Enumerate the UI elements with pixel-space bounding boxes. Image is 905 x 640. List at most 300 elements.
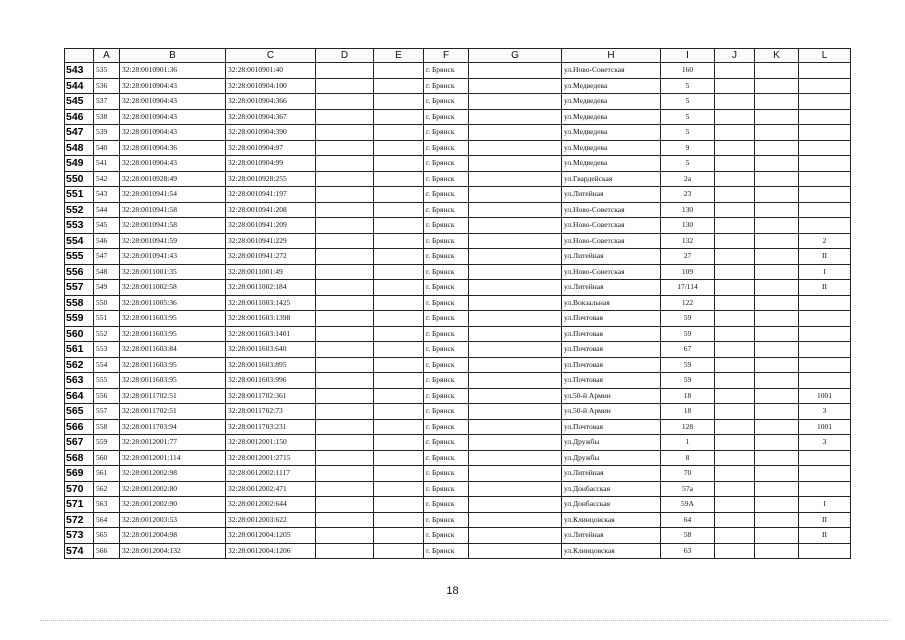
row-number[interactable]: 543 [65,63,94,79]
cell-g[interactable] [469,481,562,497]
cell-l[interactable]: 3 [799,435,851,451]
row-number[interactable]: 547 [65,125,94,141]
cell-a[interactable]: 549 [94,280,120,296]
cell-h[interactable]: ул.Клинцовская [562,543,661,559]
cell-a[interactable]: 550 [94,295,120,311]
cell-k[interactable] [755,404,799,420]
cell-i[interactable]: 5 [661,78,715,94]
cell-b[interactable]: 32:28:0011002:58 [120,280,226,296]
cell-c[interactable]: 32:28:0012004:1206 [226,543,316,559]
cell-d[interactable] [316,342,374,358]
cell-e[interactable] [374,63,424,79]
cell-k[interactable] [755,264,799,280]
column-header-b[interactable]: B [120,49,226,63]
cell-d[interactable] [316,311,374,327]
cell-b[interactable]: 32:28:0012001:77 [120,435,226,451]
cell-i[interactable]: 59 [661,326,715,342]
cell-i[interactable]: 63 [661,543,715,559]
cell-a[interactable]: 560 [94,450,120,466]
cell-i[interactable]: 23 [661,187,715,203]
cell-j[interactable] [715,528,755,544]
cell-i[interactable]: 109 [661,264,715,280]
cell-g[interactable] [469,357,562,373]
cell-g[interactable] [469,342,562,358]
cell-j[interactable] [715,435,755,451]
column-header-l[interactable]: L [799,49,851,63]
cell-k[interactable] [755,171,799,187]
cell-f[interactable]: г. Брянск [424,435,469,451]
row-number[interactable]: 556 [65,264,94,280]
cell-l[interactable]: II [799,528,851,544]
cell-c[interactable]: 32:28:0010904:390 [226,125,316,141]
cell-j[interactable] [715,373,755,389]
cell-e[interactable] [374,249,424,265]
cell-f[interactable]: г. Брянск [424,342,469,358]
cell-f[interactable]: г. Брянск [424,233,469,249]
cell-d[interactable] [316,109,374,125]
row-number[interactable]: 555 [65,249,94,265]
cell-i[interactable]: 58 [661,528,715,544]
cell-k[interactable] [755,342,799,358]
cell-h[interactable]: ул.Медведева [562,156,661,172]
cell-i[interactable]: 122 [661,295,715,311]
cell-d[interactable] [316,512,374,528]
cell-b[interactable]: 32:28:0011001:35 [120,264,226,280]
cell-g[interactable] [469,311,562,327]
cell-k[interactable] [755,419,799,435]
cell-b[interactable]: 32:28:0010901:36 [120,63,226,79]
row-number[interactable]: 552 [65,202,94,218]
row-number[interactable]: 554 [65,233,94,249]
row-number[interactable]: 560 [65,326,94,342]
cell-h[interactable]: ул.Ново-Советская [562,233,661,249]
row-number[interactable]: 568 [65,450,94,466]
cell-k[interactable] [755,63,799,79]
cell-g[interactable] [469,109,562,125]
cell-f[interactable]: г. Брянск [424,63,469,79]
cell-g[interactable] [469,388,562,404]
cell-j[interactable] [715,481,755,497]
cell-e[interactable] [374,311,424,327]
cell-a[interactable]: 561 [94,466,120,482]
cell-k[interactable] [755,109,799,125]
cell-g[interactable] [469,543,562,559]
cell-e[interactable] [374,233,424,249]
cell-i[interactable]: 2а [661,171,715,187]
cell-l[interactable]: 3 [799,404,851,420]
cell-i[interactable]: 5 [661,94,715,110]
cell-f[interactable]: г. Брянск [424,497,469,513]
cell-g[interactable] [469,249,562,265]
cell-h[interactable]: ул.Ново-Советская [562,63,661,79]
cell-k[interactable] [755,78,799,94]
cell-d[interactable] [316,249,374,265]
cell-g[interactable] [469,512,562,528]
cell-l[interactable]: II [799,249,851,265]
cell-k[interactable] [755,435,799,451]
cell-j[interactable] [715,94,755,110]
cell-l[interactable] [799,295,851,311]
row-number[interactable]: 545 [65,94,94,110]
cell-c[interactable]: 32:28:0011703:231 [226,419,316,435]
cell-j[interactable] [715,357,755,373]
cell-b[interactable]: 32:28:0010941:54 [120,187,226,203]
cell-a[interactable]: 535 [94,63,120,79]
cell-c[interactable]: 32:28:0010928:255 [226,171,316,187]
cell-d[interactable] [316,373,374,389]
cell-d[interactable] [316,187,374,203]
cell-b[interactable]: 32:28:0010904:43 [120,109,226,125]
cell-a[interactable]: 543 [94,187,120,203]
cell-f[interactable]: г. Брянск [424,78,469,94]
cell-c[interactable]: 32:28:0010904:366 [226,94,316,110]
cell-i[interactable]: 18 [661,404,715,420]
cell-b[interactable]: 32:28:0010941:58 [120,218,226,234]
cell-h[interactable]: ул.Литейная [562,280,661,296]
row-number[interactable]: 564 [65,388,94,404]
cell-a[interactable]: 539 [94,125,120,141]
row-number[interactable]: 551 [65,187,94,203]
cell-e[interactable] [374,528,424,544]
cell-c[interactable]: 32:28:0010904:367 [226,109,316,125]
row-number[interactable]: 571 [65,497,94,513]
cell-a[interactable]: 557 [94,404,120,420]
cell-f[interactable]: г. Брянск [424,280,469,296]
cell-j[interactable] [715,171,755,187]
cell-g[interactable] [469,202,562,218]
cell-l[interactable]: II [799,280,851,296]
cell-l[interactable] [799,202,851,218]
cell-b[interactable]: 32:28:0010904:43 [120,125,226,141]
cell-h[interactable]: ул.Донбасская [562,497,661,513]
cell-g[interactable] [469,435,562,451]
cell-d[interactable] [316,295,374,311]
cell-b[interactable]: 32:28:0011603:95 [120,373,226,389]
cell-c[interactable]: 32:28:0012001:150 [226,435,316,451]
cell-f[interactable]: г. Брянск [424,404,469,420]
cell-e[interactable] [374,512,424,528]
column-header-k[interactable]: K [755,49,799,63]
cell-h[interactable]: ул.Клинцовская [562,512,661,528]
cell-e[interactable] [374,404,424,420]
cell-e[interactable] [374,125,424,141]
cell-g[interactable] [469,63,562,79]
cell-k[interactable] [755,218,799,234]
cell-g[interactable] [469,497,562,513]
cell-b[interactable]: 32:28:0011702:51 [120,388,226,404]
cell-l[interactable] [799,342,851,358]
cell-l[interactable] [799,481,851,497]
cell-k[interactable] [755,202,799,218]
cell-b[interactable]: 32:28:0012002:98 [120,466,226,482]
row-number[interactable]: 550 [65,171,94,187]
row-number[interactable]: 563 [65,373,94,389]
cell-h[interactable]: ул.Дружбы [562,435,661,451]
cell-b[interactable]: 32:28:0010941:58 [120,202,226,218]
cell-h[interactable]: ул.Ново-Советская [562,218,661,234]
cell-k[interactable] [755,280,799,296]
cell-d[interactable] [316,528,374,544]
cell-c[interactable]: 32:28:0010904:97 [226,140,316,156]
cell-i[interactable]: 1 [661,435,715,451]
cell-g[interactable] [469,450,562,466]
row-number[interactable]: 558 [65,295,94,311]
cell-d[interactable] [316,264,374,280]
cell-h[interactable]: ул.Медведева [562,109,661,125]
cell-f[interactable]: г. Брянск [424,528,469,544]
cell-j[interactable] [715,388,755,404]
cell-i[interactable]: 59 [661,311,715,327]
cell-c[interactable]: 32:28:0012002:644 [226,497,316,513]
cell-d[interactable] [316,280,374,296]
cell-l[interactable] [799,311,851,327]
cell-i[interactable]: 5 [661,125,715,141]
cell-a[interactable]: 562 [94,481,120,497]
cell-k[interactable] [755,466,799,482]
cell-e[interactable] [374,450,424,466]
cell-f[interactable]: г. Брянск [424,419,469,435]
cell-b[interactable]: 32:28:0011702:51 [120,404,226,420]
cell-h[interactable]: ул.Почтовая [562,419,661,435]
cell-c[interactable]: 32:28:0010941:272 [226,249,316,265]
cell-g[interactable] [469,171,562,187]
cell-k[interactable] [755,450,799,466]
cell-c[interactable]: 32:28:0010901:40 [226,63,316,79]
cell-h[interactable]: ул.Почтовая [562,311,661,327]
cell-g[interactable] [469,326,562,342]
cell-d[interactable] [316,404,374,420]
cell-l[interactable] [799,109,851,125]
cell-c[interactable]: 32:28:0012002:471 [226,481,316,497]
cell-g[interactable] [469,233,562,249]
cell-g[interactable] [469,78,562,94]
cell-i[interactable]: 70 [661,466,715,482]
cell-c[interactable]: 32:28:0010941:197 [226,187,316,203]
cell-f[interactable]: г. Брянск [424,466,469,482]
cell-a[interactable]: 544 [94,202,120,218]
cell-h[interactable]: ул.Гвардейская [562,171,661,187]
cell-i[interactable]: 57а [661,481,715,497]
cell-f[interactable]: г. Брянск [424,249,469,265]
cell-c[interactable]: 32:28:0011702:73 [226,404,316,420]
cell-i[interactable]: 59 [661,373,715,389]
cell-g[interactable] [469,187,562,203]
cell-i[interactable]: 130 [661,202,715,218]
cell-c[interactable]: 32:28:0010941:209 [226,218,316,234]
cell-l[interactable] [799,326,851,342]
row-number[interactable]: 553 [65,218,94,234]
cell-c[interactable]: 32:28:0010941:208 [226,202,316,218]
cell-d[interactable] [316,218,374,234]
cell-f[interactable]: г. Брянск [424,125,469,141]
cell-a[interactable]: 548 [94,264,120,280]
cell-e[interactable] [374,326,424,342]
cell-e[interactable] [374,187,424,203]
cell-h[interactable]: ул.Литейная [562,249,661,265]
cell-g[interactable] [469,125,562,141]
cell-j[interactable] [715,218,755,234]
cell-f[interactable]: г. Брянск [424,295,469,311]
cell-a[interactable]: 540 [94,140,120,156]
cell-g[interactable] [469,404,562,420]
cell-d[interactable] [316,140,374,156]
cell-b[interactable]: 32:28:0010941:59 [120,233,226,249]
cell-e[interactable] [374,280,424,296]
cell-i[interactable]: 27 [661,249,715,265]
cell-d[interactable] [316,233,374,249]
cell-b[interactable]: 32:28:0011603:84 [120,342,226,358]
cell-d[interactable] [316,450,374,466]
cell-k[interactable] [755,125,799,141]
cell-a[interactable]: 565 [94,528,120,544]
cell-j[interactable] [715,264,755,280]
cell-d[interactable] [316,543,374,559]
cell-b[interactable]: 32:28:0012003:53 [120,512,226,528]
cell-k[interactable] [755,249,799,265]
cell-j[interactable] [715,125,755,141]
cell-a[interactable]: 556 [94,388,120,404]
cell-h[interactable]: ул.Почтовая [562,342,661,358]
cell-j[interactable] [715,295,755,311]
cell-c[interactable]: 32:28:0012002:1117 [226,466,316,482]
cell-e[interactable] [374,388,424,404]
row-number[interactable]: 544 [65,78,94,94]
cell-i[interactable]: 132 [661,233,715,249]
cell-a[interactable]: 566 [94,543,120,559]
cell-i[interactable]: 64 [661,512,715,528]
cell-d[interactable] [316,388,374,404]
column-header-c[interactable]: C [226,49,316,63]
row-number[interactable]: 561 [65,342,94,358]
cell-k[interactable] [755,233,799,249]
cell-j[interactable] [715,78,755,94]
cell-k[interactable] [755,497,799,513]
cell-b[interactable]: 32:28:0010928:49 [120,171,226,187]
cell-c[interactable]: 32:28:0011603:1398 [226,311,316,327]
cell-j[interactable] [715,404,755,420]
cell-f[interactable]: г. Брянск [424,388,469,404]
cell-l[interactable] [799,218,851,234]
cell-k[interactable] [755,94,799,110]
cell-a[interactable]: 564 [94,512,120,528]
cell-e[interactable] [374,295,424,311]
cell-d[interactable] [316,125,374,141]
cell-e[interactable] [374,466,424,482]
cell-e[interactable] [374,342,424,358]
column-header-f[interactable]: F [424,49,469,63]
cell-j[interactable] [715,512,755,528]
cell-g[interactable] [469,94,562,110]
cell-b[interactable]: 32:28:0011603:95 [120,357,226,373]
cell-g[interactable] [469,373,562,389]
cell-f[interactable]: г. Брянск [424,187,469,203]
cell-g[interactable] [469,218,562,234]
cell-i[interactable]: 18 [661,388,715,404]
cell-g[interactable] [469,280,562,296]
cell-g[interactable] [469,264,562,280]
cell-a[interactable]: 563 [94,497,120,513]
cell-c[interactable]: 32:28:0011603:996 [226,373,316,389]
cell-i[interactable]: 5 [661,156,715,172]
cell-k[interactable] [755,187,799,203]
column-header-g[interactable]: G [469,49,562,63]
cell-h[interactable]: ул.Медведева [562,94,661,110]
cell-c[interactable]: 32:28:0010904:100 [226,78,316,94]
row-number[interactable]: 572 [65,512,94,528]
cell-a[interactable]: 547 [94,249,120,265]
cell-k[interactable] [755,357,799,373]
cell-e[interactable] [374,264,424,280]
cell-i[interactable]: 130 [661,218,715,234]
row-number[interactable]: 573 [65,528,94,544]
cell-h[interactable]: ул.50-й Армии [562,404,661,420]
cell-e[interactable] [374,373,424,389]
cell-d[interactable] [316,171,374,187]
cell-c[interactable]: 32:28:0011603:895 [226,357,316,373]
cell-j[interactable] [715,140,755,156]
row-number[interactable]: 557 [65,280,94,296]
cell-i[interactable]: 5 [661,109,715,125]
cell-f[interactable]: г. Брянск [424,156,469,172]
cell-h[interactable]: ул.Дружбы [562,450,661,466]
cell-h[interactable]: ул.Почтовая [562,357,661,373]
cell-h[interactable]: ул.Медведева [562,140,661,156]
cell-b[interactable]: 32:28:0011703:94 [120,419,226,435]
cell-j[interactable] [715,419,755,435]
cell-h[interactable]: ул.Почтовая [562,373,661,389]
cell-c[interactable]: 32:28:0010904:99 [226,156,316,172]
cell-l[interactable] [799,94,851,110]
cell-d[interactable] [316,435,374,451]
cell-j[interactable] [715,326,755,342]
cell-c[interactable]: 32:28:0010941:229 [226,233,316,249]
cell-a[interactable]: 541 [94,156,120,172]
cell-f[interactable]: г. Брянск [424,109,469,125]
cell-l[interactable]: 1001 [799,419,851,435]
cell-g[interactable] [469,295,562,311]
cell-e[interactable] [374,202,424,218]
column-header-d[interactable]: D [316,49,374,63]
cell-d[interactable] [316,497,374,513]
row-number[interactable]: 570 [65,481,94,497]
cell-l[interactable] [799,63,851,79]
cell-e[interactable] [374,435,424,451]
cell-j[interactable] [715,450,755,466]
cell-j[interactable] [715,249,755,265]
cell-l[interactable] [799,125,851,141]
cell-d[interactable] [316,326,374,342]
cell-f[interactable]: г. Брянск [424,481,469,497]
cell-d[interactable] [316,94,374,110]
cell-i[interactable]: 160 [661,63,715,79]
cell-a[interactable]: 538 [94,109,120,125]
cell-f[interactable]: г. Брянск [424,450,469,466]
cell-a[interactable]: 559 [94,435,120,451]
cell-e[interactable] [374,140,424,156]
row-number[interactable]: 565 [65,404,94,420]
cell-a[interactable]: 554 [94,357,120,373]
cell-h[interactable]: ул.Литейная [562,528,661,544]
cell-f[interactable]: г. Брянск [424,357,469,373]
cell-f[interactable]: г. Брянск [424,326,469,342]
cell-k[interactable] [755,156,799,172]
cell-i[interactable]: 59А [661,497,715,513]
cell-l[interactable]: 1001 [799,388,851,404]
cell-b[interactable]: 32:28:0012002:80 [120,481,226,497]
cell-f[interactable]: г. Брянск [424,202,469,218]
cell-d[interactable] [316,466,374,482]
cell-b[interactable]: 32:28:0012004:132 [120,543,226,559]
